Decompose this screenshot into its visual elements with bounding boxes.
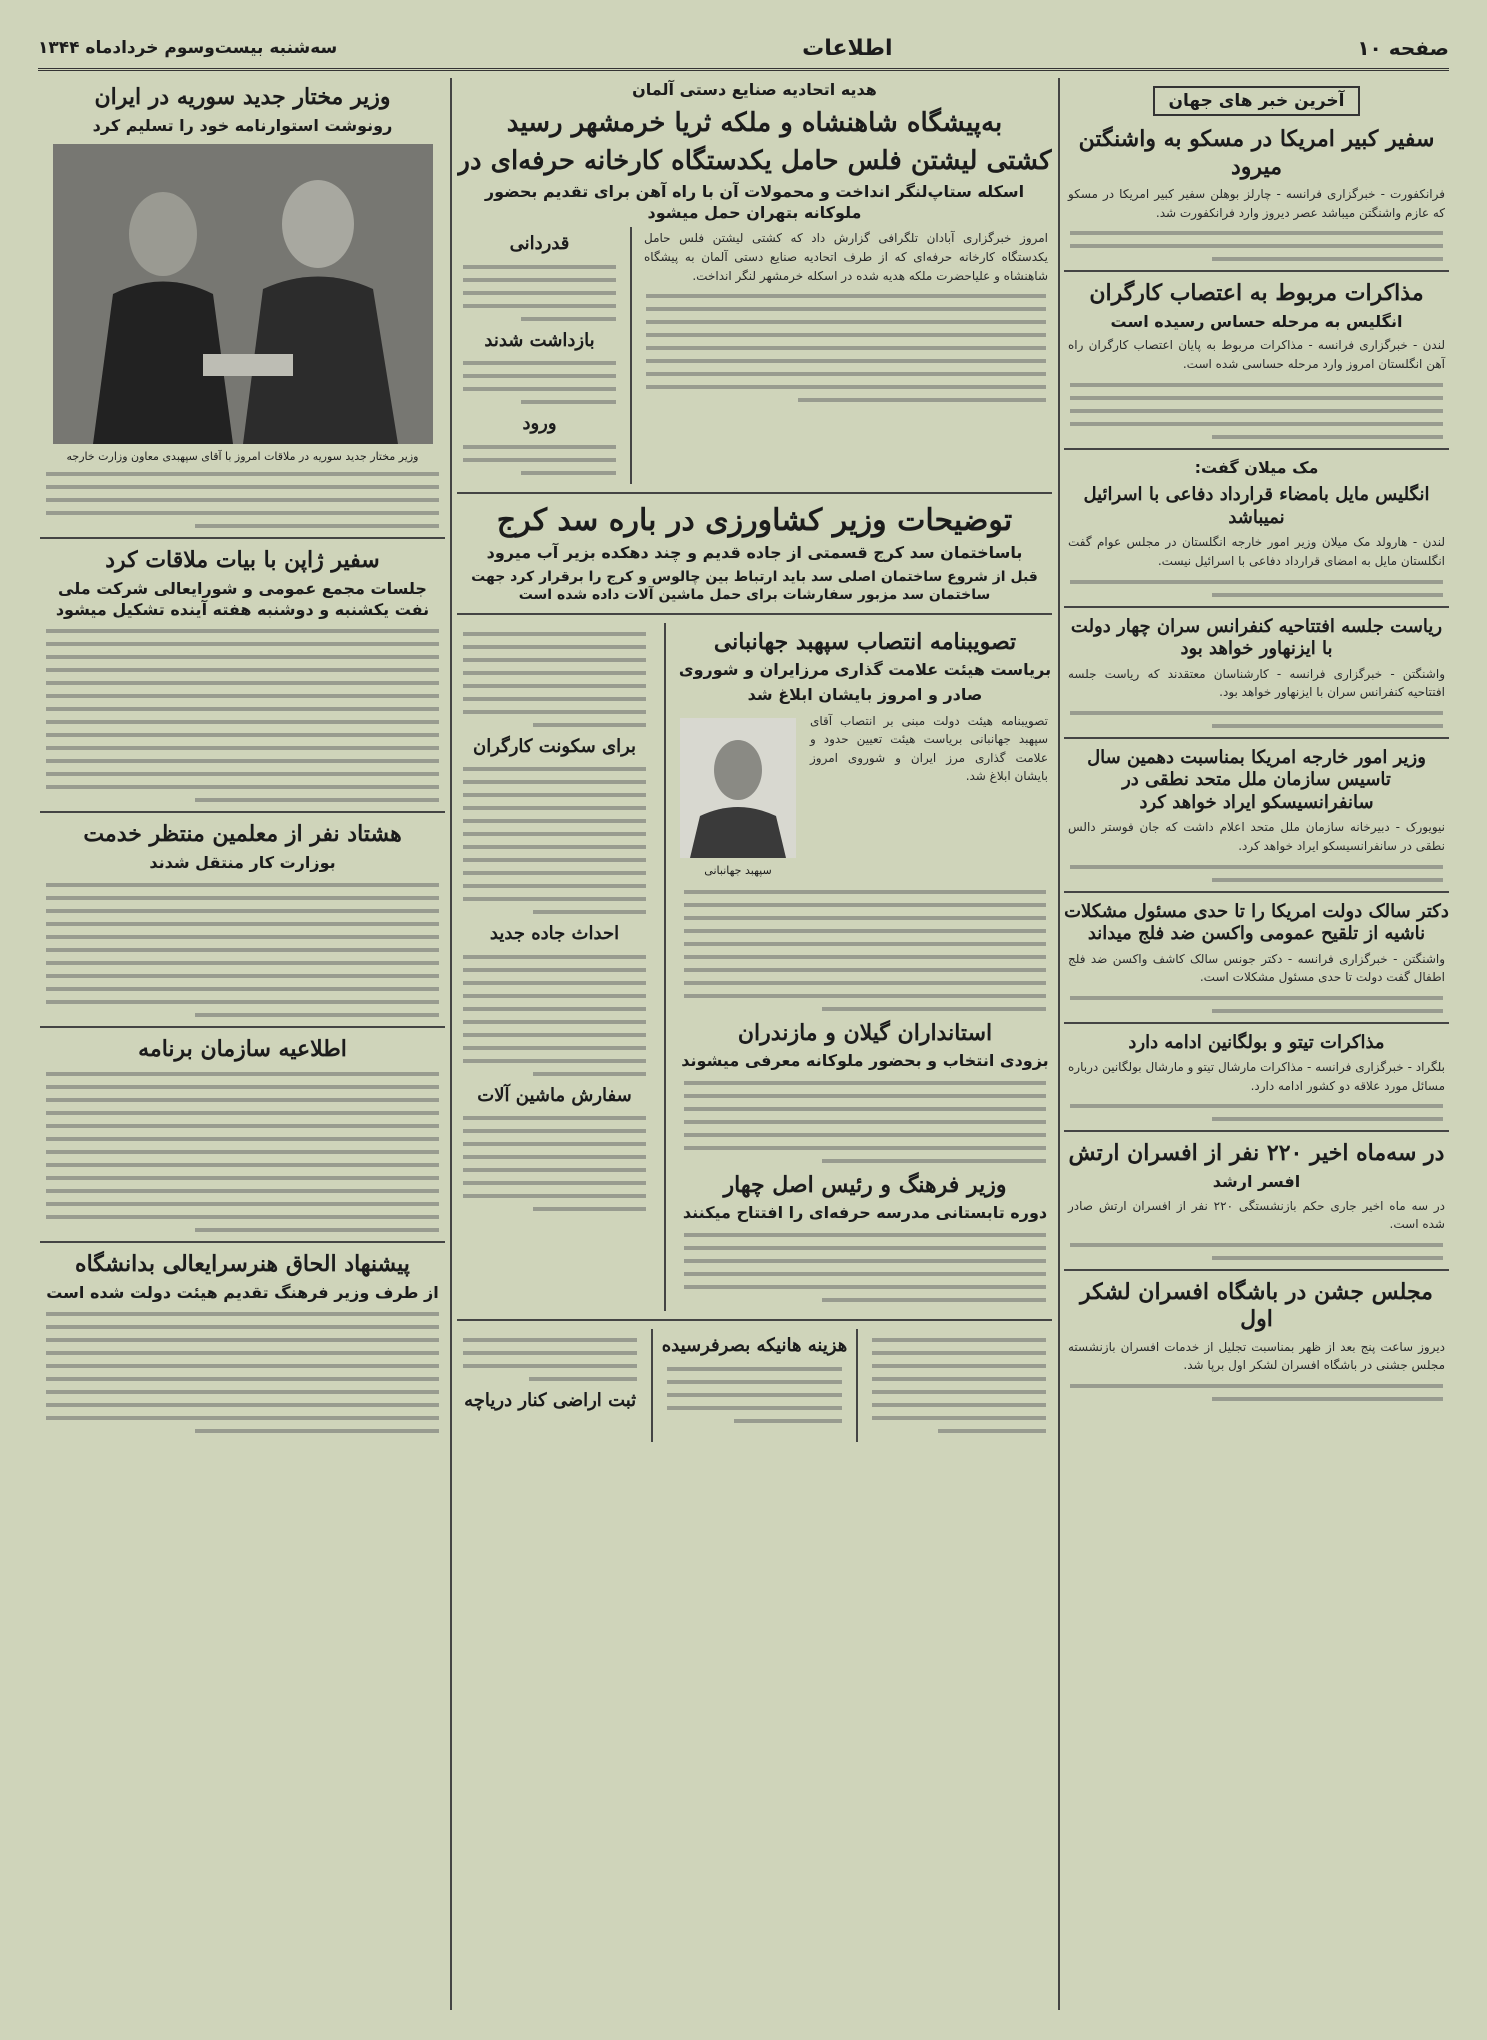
syria-envoy-photo: [53, 144, 433, 444]
item-divider: [1064, 270, 1449, 272]
karaj-dam-subheadline: باساختمان سد کرج قسمتی از جاده قدیم و چند دهکده بزیر آب میرود: [486, 543, 1023, 563]
news-item: [1064, 737, 1449, 882]
item-divider: [1064, 1269, 1449, 1271]
news-item-body: واشنگتن - خبرگزاری فرانسه - دکتر جونس سالک کاشف واکسن ضد فلج اطفال گفت دولت تا حدی مسئول مشکلات است.: [1068, 951, 1445, 985]
machinery-order-title: سفارش ماشین آلات: [477, 1084, 632, 1106]
portrait-caption: سپهبد جهانبانی: [704, 863, 772, 877]
item-divider: [1064, 448, 1449, 450]
karaj-dam-subheadline-2: قبل از شروع ساختمان اصلی سد باید ارتباط بین چالوس و کرج را برقرار کرد جهت ساختمان سد مزبور سفارشات برای حمل ماشین آلات داده شده است: [471, 569, 1038, 604]
culture-subheadline: دوره تابستانی مدرسه حرفه‌ای را افتتاح میکنند: [682, 1203, 1048, 1223]
news-item-kicker: مک میلان گفت:: [1194, 457, 1319, 477]
news-item-body: بلگراد - خبرگزاری فرانسه - مذاکرات مارشال تیتو و مارشال بولگانین درباره مسائل مورد علاقه دو کشور ادامه دارد.: [1068, 1060, 1445, 1093]
ship-subheadline: اسکله ستاپ‌لنگر انداخت و محمولات آن با راه آهن برای تقدیم بحضور ملوکانه بتهران حمل میشود: [484, 181, 1025, 222]
arts-academy-headline: پیشنهاد الحاق هنرسرایعالی بدانشگاه: [75, 1251, 410, 1278]
news-item-body: فرانکفورت - خبرگزاری فرانسه - چارلز بوهلن سفیر کبیر امریکا در مسکو که عازم واشنگتن میباشد عصر دیروز وارد فرانکفورت شد.: [1068, 187, 1445, 220]
appointment-subheadline: بریاست هیئت علامت گذاری مرزایران و شوروی: [678, 660, 1052, 680]
thanks-title: قدردانی: [509, 233, 570, 255]
item-divider: [1064, 737, 1449, 739]
news-item-headline: انگلیس مایل بامضاء قرارداد دفاعی با اسرائیل نمیباشد: [1083, 484, 1430, 528]
news-item-headline: ریاست جلسه افتتاحیه کنفرانس سران چهار دولت با ایزنهاور خواهد بود: [1070, 615, 1443, 660]
karaj-dam-headline: توضیحات وزیر کشاورزی در باره سد کرج: [496, 502, 1013, 538]
text-lines: [1070, 1384, 1443, 1401]
new-road-title: احداث جاده جدید: [489, 923, 620, 945]
culture-headline: وزیر فرهنگ و رئیس اصل چهار: [723, 1171, 1007, 1198]
news-item-body: دیروز ساعت پنج بعد از ظهر بمناسبت تجلیل از خدمات افسران بازنشسته مجلس جشنی در باشگاه افسران لشکر اول برپا شد.: [1068, 1339, 1445, 1373]
news-item: [1064, 270, 1449, 438]
column-rule: [450, 78, 452, 2010]
news-item: [1064, 1022, 1449, 1122]
news-item: [1064, 448, 1449, 597]
text-lines: [1070, 231, 1443, 261]
arrest-title: بازداشت شدند: [484, 329, 595, 351]
text-lines: [1070, 865, 1443, 882]
japan-ambassador-subheadline: جلسات مجمع عمومی و شورایعالی شرکت ملی نفت یکشنبه و دوشنبه هفته آینده تشکیل میشود: [55, 578, 430, 619]
right-column-items: [1064, 126, 1449, 1401]
news-item-body: لندن - هارولد مک میلان وزیر امور خارجه انگلستان در مجلس عوام گفت انگلستان مایل به امضای قرارداد دفاعی با اسرائیل نیست.: [1068, 535, 1445, 569]
general-portrait-photo: [680, 718, 796, 858]
workers-housing-title: برای سکونت کارگران: [472, 735, 637, 757]
text-lines: [1070, 580, 1443, 597]
issue-date: سه‌شنبه بیست‌و‌سوم خردادماه ۱۳۴۴: [38, 38, 338, 58]
item-divider: [1064, 891, 1449, 893]
news-item-headline: در سه‌ماه اخیر ۲۲۰ نفر از افسران ارتش: [1068, 1140, 1445, 1167]
news-item-headline: مذاکرات مربوط به اعتصاب کارگران: [1089, 280, 1424, 307]
news-item-subheadline: افسر ارشد: [1212, 1171, 1301, 1191]
teachers-headline: هشتاد نفر از معلمین منتظر خدمت: [83, 821, 402, 848]
world-news-box-label: آخرین خبر های جهان: [1153, 86, 1361, 116]
japan-ambassador-headline: سفیر ژاپن با بیات ملاقات کرد: [105, 547, 380, 574]
syria-envoy-subheadline: رونوشت استوارنامه خود را تسلیم کرد: [92, 115, 393, 135]
gift-article-body: امروز خبرگزاری آبادان تلگرافی گزارش داد که کشتی لیشتن فلس حامل یکدستگاه کارخانه حرفه‌ای که از طرف اتحادیه صنایع دستی آلمان به پیشگاه شاهنشاه و علیاحضرت ملکه هدیه شده در اسکله خرمشهر لنگر انداخت.: [644, 231, 1048, 283]
appointment-subheadline-2: صادر و امروز بایشان ابلاغ شد: [747, 684, 983, 704]
appointment-body: تصویبنامه هیئت دولت مبنی بر انتصاب آقای سپهبد جهانبانی بریاست هیئت تعیین حدود و علامت گذاری مرز ایران و شوروی امروز بایشان ابلاغ شد.: [810, 713, 1048, 784]
ship-headline: کشتی لیشتن فلس حامل یکدستگاه کارخانه حرفه‌ای در: [457, 146, 1052, 177]
news-item: [1064, 126, 1449, 261]
lake-land-title: ثبت اراضی کنار دریاچه: [464, 1390, 637, 1412]
column-rule: [1058, 78, 1060, 2010]
item-divider: [1064, 1130, 1449, 1132]
news-item-headline: مجلس جشن در باشگاه افسران لشکر اول: [1080, 1278, 1433, 1333]
news-item: [1064, 1269, 1449, 1401]
teachers-subheadline: بوزارت کار منتقل شدند: [149, 852, 336, 872]
item-divider: [1064, 1022, 1449, 1024]
syria-photo-caption: وزیر مختار جدید سوریه در ملاقات امروز با آقای سپهبدی معاون وزارت خارجه: [66, 450, 419, 464]
page-number: صفحه ۱۰: [1357, 36, 1449, 60]
news-item: [1064, 606, 1449, 728]
paper-name: اطلاعات: [802, 35, 893, 61]
cost-title: هزینه هانیکه بصرفرسیده: [661, 1335, 848, 1357]
right-column: [1064, 78, 1449, 2010]
governors-headline: استانداران گیلان و مازندران: [737, 1019, 993, 1046]
news-item: [1064, 891, 1449, 1013]
news-item-body: لندن - خبرگزاری فرانسه - مذاکرات مربوط به پایان اعتصاب کارگران راه آهن انگلستان امروز وارد مرحله حساسی شده است.: [1068, 338, 1445, 372]
syria-envoy-headline: وزیر مختار جدید سوریه در ایران: [94, 84, 391, 110]
text-lines: [1070, 996, 1443, 1013]
news-item-body: در سه ماه اخیر جاری حکم بازنشستگی ۲۲۰ نفر از افسران ارتش صادر شده است.: [1068, 1198, 1445, 1232]
gift-headline: به‌پیشگاه شاهنشاه و ملکه ثریا خرمشهر رسید: [506, 107, 1003, 138]
appointment-headline: تصویبنامه انتصاب سپهبد جهانبانی: [713, 628, 1017, 655]
arrival-title: ورود: [522, 413, 557, 435]
news-item-body: واشنگتن - خبرگزاری فرانسه - کارشناسان معتقدند که ریاست جلسه افتتاحیه کنفرانس سران با ایزنهاور خواهد بود.: [1068, 666, 1445, 700]
gift-kicker: هدیه اتحادیه صنایع دستی آلمان: [632, 80, 877, 99]
text-lines: [1070, 1243, 1443, 1260]
news-item-body: نیویورک - دبیرخانه سازمان ملل متحد اعلام داشت که جان فوستر دالس نطقی در سانفرانسیسکو ایراد خواهد کرد.: [1068, 820, 1445, 853]
news-item-headline: سفیر کبیر امریکا در مسکو به واشنگتن میرود: [1078, 126, 1435, 180]
left-column: [40, 78, 445, 2010]
text-lines: [1070, 1104, 1443, 1121]
item-divider: [1064, 606, 1449, 608]
text-lines: [1070, 711, 1443, 728]
news-item-headline: مذاکرات تیتو و بولگانین ادامه دارد: [1128, 1031, 1385, 1053]
arts-academy-subheadline: از طرف وزیر فرهنگ تقدیم هیئت دولت شده است: [46, 1282, 439, 1302]
governors-subheadline: بزودی انتخاب و بحضور ملوکانه معرفی میشوند: [681, 1051, 1049, 1071]
news-item-headline: وزیر امور خارجه امریکا بمناسبت دهمین سال تاسیس سازمان ملل متحد نطقی در سانفرانسیسکو ایراد خواهد کرد: [1087, 746, 1426, 813]
news-item-subheadline: انگلیس به مرحله حساس رسیده است: [1110, 311, 1403, 331]
news-item: [1064, 1130, 1449, 1259]
text-lines: [1070, 383, 1443, 439]
middle-column: [457, 78, 1052, 2010]
news-item-headline: دکتر سالک دولت امریکا را تا حدی مسئول مشکلات ناشیه از تلقیح عمومی واکسن ضد فلج میداند: [1064, 900, 1449, 945]
masthead: [38, 28, 1449, 71]
plan-org-headline: اطلاعیه سازمان برنامه: [138, 1035, 347, 1062]
